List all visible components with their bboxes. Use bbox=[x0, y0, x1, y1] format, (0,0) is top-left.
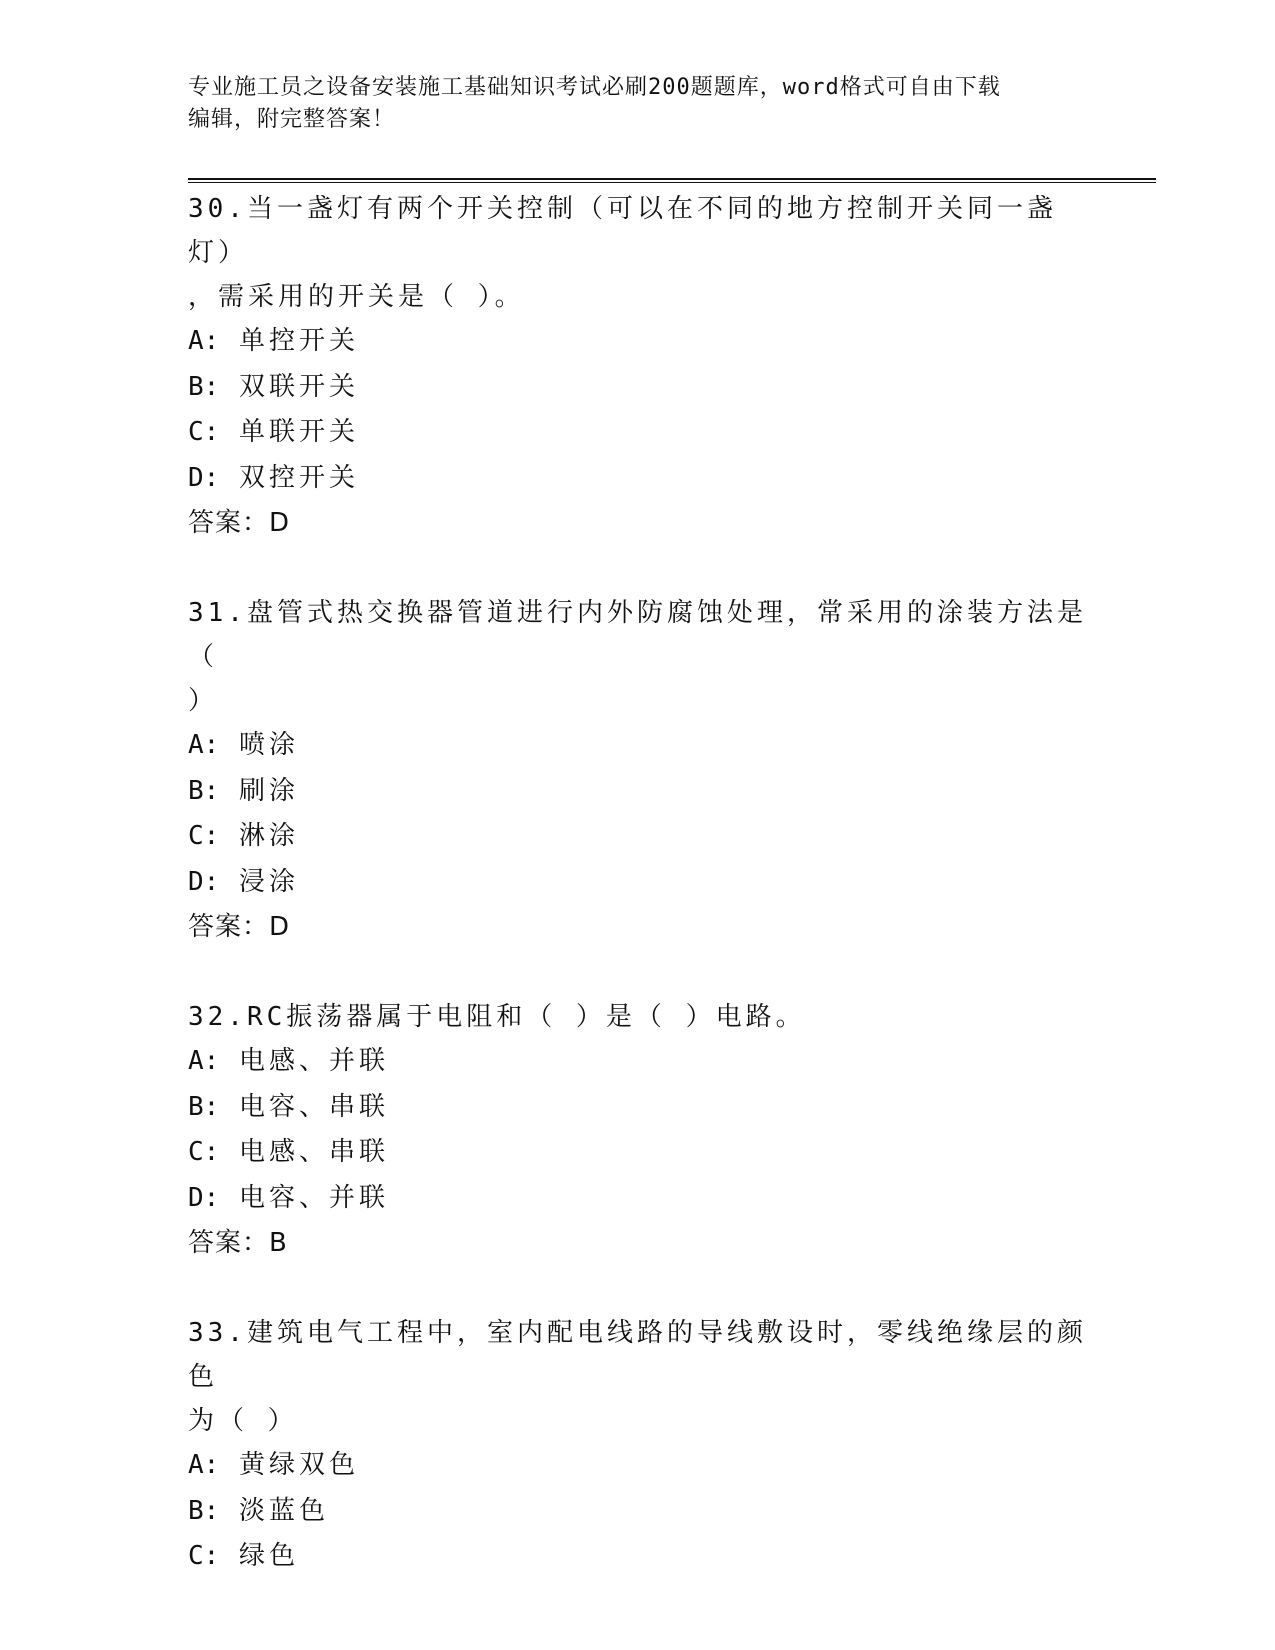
option-a bbox=[188, 723, 1088, 769]
option-c bbox=[188, 1130, 1088, 1176]
option-d bbox=[188, 1176, 1088, 1222]
question-text-continued: ） bbox=[188, 686, 219, 716]
option-a bbox=[188, 319, 1088, 365]
answer-line: 答案：B bbox=[188, 1228, 288, 1258]
header-divider-thin bbox=[188, 182, 1156, 183]
option-text: 电容、串联 bbox=[238, 1091, 389, 1122]
option-text: 电感、并联 bbox=[238, 1046, 389, 1076]
question-text-continued: ，需采用的开关是（ ）。 bbox=[188, 282, 525, 312]
question-text: 32.RC振荡器属于电阻和（ ）是（ ）电路。 bbox=[188, 1002, 806, 1032]
option-letter: D: bbox=[188, 462, 220, 493]
answer-line: 答案：D bbox=[188, 912, 291, 942]
option-letter: B: bbox=[188, 371, 220, 402]
option-b bbox=[188, 1085, 1088, 1131]
option-letter: D: bbox=[188, 866, 220, 897]
option-b bbox=[188, 365, 1088, 411]
answer-line: 答案：D bbox=[188, 508, 291, 538]
option-letter: C: bbox=[188, 417, 220, 447]
option-d bbox=[188, 860, 1088, 906]
option-c bbox=[188, 814, 1088, 860]
option-c bbox=[188, 410, 1088, 456]
option-text: 刷涂 bbox=[238, 775, 299, 806]
option-text: 喷涂 bbox=[238, 730, 299, 760]
option-text: 电容、并联 bbox=[238, 1182, 389, 1213]
question-text-continued: 为（ ） bbox=[188, 1406, 298, 1436]
option-letter: A: bbox=[188, 730, 220, 760]
header-line-2: 编辑，附完整答案！ bbox=[188, 107, 396, 132]
option-text: 淡蓝色 bbox=[238, 1495, 329, 1526]
option-letter: C: bbox=[188, 1541, 220, 1571]
option-d bbox=[188, 456, 1088, 502]
option-text: 电感、串联 bbox=[238, 1137, 389, 1167]
document-header bbox=[188, 72, 1088, 136]
option-a bbox=[188, 1039, 1088, 1085]
option-letter: B: bbox=[188, 1495, 220, 1526]
option-text: 淋涂 bbox=[238, 821, 299, 851]
question-33 bbox=[188, 1311, 1088, 1580]
option-text: 单联开关 bbox=[238, 417, 359, 447]
option-text: 单控开关 bbox=[238, 326, 359, 356]
question-list bbox=[188, 187, 1088, 1625]
option-a bbox=[188, 1443, 1088, 1489]
option-letter: B: bbox=[188, 775, 220, 806]
option-text: 双联开关 bbox=[238, 371, 359, 402]
option-letter: C: bbox=[188, 1137, 220, 1167]
option-text: 浸涂 bbox=[238, 866, 299, 897]
option-c bbox=[188, 1534, 1088, 1580]
header-line-1: 专业施工员之设备安装施工基础知识考试必刷200题题库，word格式可自由下载 bbox=[188, 75, 1001, 100]
option-letter: A: bbox=[188, 1046, 220, 1076]
option-letter: A: bbox=[188, 326, 220, 356]
option-letter: C: bbox=[188, 821, 220, 851]
option-text: 双控开关 bbox=[238, 462, 359, 493]
question-text: 31.盘管式热交换器管道进行内外防腐蚀处理，常采用的涂装方法是（ bbox=[188, 598, 1087, 672]
question-32 bbox=[188, 995, 1088, 1266]
question-text: 33.建筑电气工程中，室内配电线路的导线敷设时，零线绝缘层的颜色 bbox=[188, 1318, 1087, 1392]
question-30 bbox=[188, 187, 1088, 546]
header-divider-thick bbox=[188, 178, 1156, 180]
option-letter: A: bbox=[188, 1450, 220, 1480]
question-text: 30.当一盏灯有两个开关控制（可以在不同的地方控制开关同一盏灯） bbox=[188, 194, 1057, 268]
option-letter: D: bbox=[188, 1182, 220, 1213]
option-text: 黄绿双色 bbox=[238, 1450, 359, 1480]
option-b bbox=[188, 1489, 1088, 1535]
option-letter: B: bbox=[188, 1091, 220, 1122]
option-text: 绿色 bbox=[238, 1541, 299, 1571]
option-b bbox=[188, 769, 1088, 815]
question-31 bbox=[188, 591, 1088, 950]
